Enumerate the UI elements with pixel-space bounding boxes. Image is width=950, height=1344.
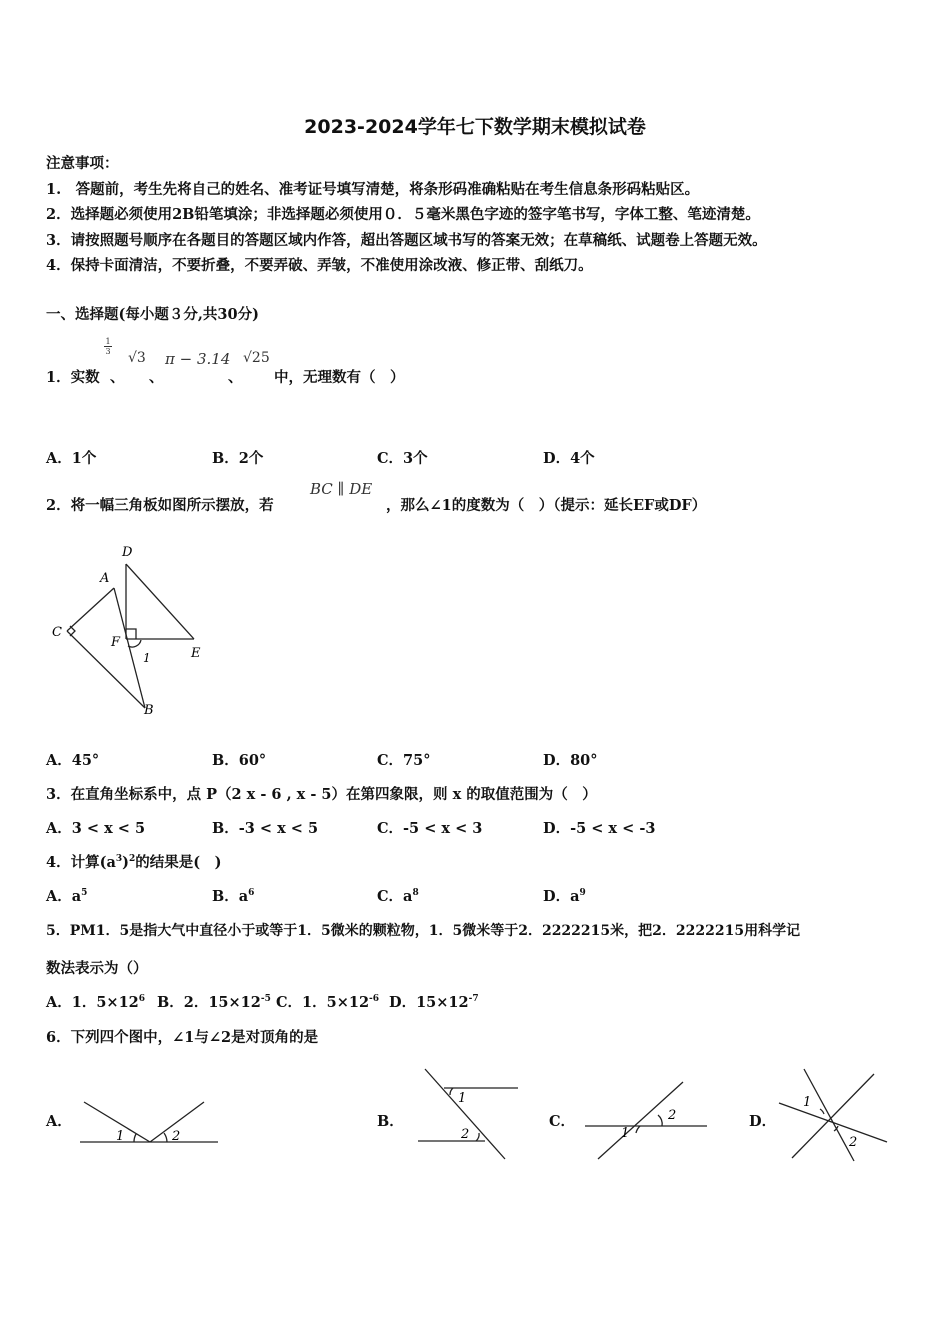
- q4-option-c-exp: 8: [412, 888, 419, 899]
- q4-sup-2: 2: [129, 854, 136, 865]
- q5-option-a-exp: 6: [138, 994, 146, 1005]
- q1-sep-1: 、: [110, 369, 125, 386]
- q5-option-b: [157, 991, 271, 1012]
- label-a: A: [100, 571, 110, 586]
- q1-option-b: B．2个: [212, 450, 264, 467]
- label-b: B: [144, 703, 154, 718]
- q1-sqrt25: √25: [243, 350, 270, 366]
- notice-item-3: 3．请按照题号顺序在各题目的答题区域内作答，超出答题区域书写的答案无效；在草稿纸、试题卷上答题无效。: [46, 232, 767, 249]
- q4-option-a-label: A．a: [46, 888, 82, 905]
- notice-item-2: 2．选择题必须使用2B铅笔填涂；非选择题必须使用０．５毫米黑色字迹的签字笔书写，字体工整、笔迹清楚。: [46, 206, 760, 223]
- q4-option-c-label: C．a: [377, 888, 413, 905]
- q6-b-angle-1: 1: [458, 1091, 467, 1106]
- q6-option-a-label: A．: [46, 1113, 72, 1130]
- q6-a-angle-1: 1: [116, 1129, 125, 1144]
- q5-option-b-exp: -5: [260, 994, 271, 1005]
- q1-option-d: D．4个: [543, 450, 595, 467]
- q1-sqrt3: √3: [128, 350, 146, 366]
- q2-suffix: ，那么∠1的度数为（ ）（提示：延长EF或DF）: [386, 497, 707, 514]
- q1-sep-3: 、: [228, 369, 243, 386]
- q6-c-angle-2: 2: [668, 1108, 677, 1123]
- q6-a-angle-2: 2: [172, 1129, 181, 1144]
- q4-text-post: 的结果是( ): [135, 854, 222, 871]
- label-c: C: [52, 625, 62, 640]
- q4-option-d: [543, 885, 586, 906]
- q4-sup-1: 3: [115, 854, 123, 865]
- q4-option-a: [46, 885, 87, 906]
- q2-option-a: A．45°: [46, 752, 100, 769]
- q4-option-d-exp: 9: [579, 888, 586, 899]
- notice-heading: 注意事项：: [46, 155, 119, 172]
- q5-option-a-label: A．1．5×12: [46, 994, 139, 1011]
- q2-option-b: B．60°: [212, 752, 267, 769]
- q3-option-d: D．-5 < x < -3: [543, 820, 656, 837]
- q4-text-pre: 4．计算(a: [46, 854, 116, 871]
- q5-option-c-exp: -6: [369, 994, 380, 1005]
- q2-math: BC ∥ DE: [310, 480, 373, 498]
- q4-option-b-exp: 6: [248, 888, 255, 899]
- q1-option-c: C．3个: [377, 450, 428, 467]
- label-e: E: [191, 646, 201, 661]
- q6-b-angle-2: 2: [461, 1127, 470, 1142]
- q2-option-d: D．80°: [543, 752, 598, 769]
- q5-option-d: [389, 991, 479, 1012]
- q3-text: 3．在直角坐标系中，点 P（2 x - 6 , x - 5）在第四象限，则 x 的取值范围为（ ）: [46, 786, 597, 803]
- q6-c-angle-1: 1: [621, 1126, 630, 1141]
- q5-line-1: 5．PM1．5是指大气中直径小于或等于1．5微米的颗粒物，1．5微米等于2．2222215米，把2．2222215用科学记: [46, 923, 801, 939]
- q6-figure-d: [774, 1066, 892, 1164]
- q1-prefix: 1．实数: [46, 369, 100, 386]
- q1-suffix: 中，无理数有（ ）: [274, 369, 405, 386]
- q4-option-a-exp: 5: [81, 888, 88, 899]
- q6-text: 6．下列四个图中，∠1与∠2是对顶角的是: [46, 1029, 319, 1046]
- q1-frac-num: 1: [105, 337, 111, 346]
- section-heading: 一、选择题(每小题３分,共30分): [46, 306, 259, 323]
- q5-option-b-label: B．2．15×12: [157, 994, 261, 1011]
- q5-line-2: 数法表示为（）: [46, 960, 148, 977]
- q1-pi-expr: π − 3.14: [165, 350, 231, 368]
- label-d: D: [122, 545, 133, 560]
- q4-text: [46, 851, 222, 872]
- q5-option-d-exp: -7: [468, 994, 479, 1005]
- q6-figure-c: [580, 1075, 710, 1163]
- q4-option-c: [377, 885, 419, 906]
- q4-option-b-label: B．a: [212, 888, 249, 905]
- q1-frac-den: 3: [105, 347, 111, 356]
- q2-option-c: C．75°: [377, 752, 431, 769]
- q4-option-d-label: D．a: [543, 888, 580, 905]
- q1-sep-2: 、: [149, 369, 164, 386]
- q6-option-b-label: B．: [377, 1113, 404, 1130]
- label-1: 1: [143, 651, 151, 665]
- label-f: F: [111, 635, 121, 650]
- q6-figure-a: [78, 1095, 223, 1150]
- q6-figure-b: [410, 1066, 525, 1164]
- q2-triangle-figure: [44, 540, 214, 725]
- q3-option-a: A．3 < x < 5: [46, 820, 146, 837]
- q1-fraction: [104, 337, 112, 356]
- q1-option-a: A．1个: [46, 450, 97, 467]
- q5-option-d-label: D．15×12: [389, 994, 469, 1011]
- q4-text-mid: ): [122, 854, 129, 871]
- q6-option-d-label: D．: [749, 1113, 777, 1130]
- q5-option-c: [276, 991, 379, 1012]
- notice-item-1: 1. 答题前，考生先将自己的姓名、准考证号填写清楚，将条形码准确粘贴在考生信息条形码粘贴区。: [46, 181, 700, 198]
- notice-item-4: 4．保持卡面清洁，不要折叠，不要弄破、弄皱，不准使用涂改液、修正带、刮纸刀。: [46, 257, 593, 274]
- q6-option-c-label: C．: [549, 1113, 576, 1130]
- page-title: 2023-2024学年七下数学期末模拟试卷: [304, 116, 646, 138]
- q4-option-b: [212, 885, 254, 906]
- q5-option-c-label: C．1．5×12: [276, 994, 370, 1011]
- q3-option-c: C．-5 < x < 3: [377, 820, 483, 837]
- q3-option-b: B．-3 < x < 5: [212, 820, 319, 837]
- q5-option-a: [46, 991, 145, 1012]
- q2-prefix: 2．将一幅三角板如图所示摆放，若: [46, 497, 274, 514]
- q6-d-angle-2: 2: [849, 1135, 858, 1150]
- q6-d-angle-1: 1: [803, 1095, 812, 1110]
